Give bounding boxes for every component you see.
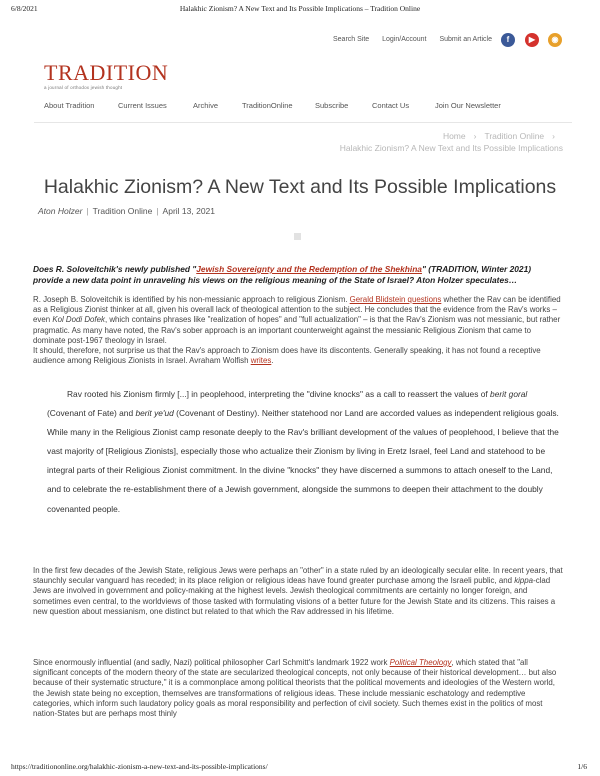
wolfish-writes-link[interactable]: writes (250, 356, 272, 366)
breadcrumb-current: Halakhic Zionism? A New Text and Its Possible Implications (339, 143, 563, 153)
breadcrumb-separator-icon: › (552, 131, 555, 141)
publish-date: April 13, 2021 (162, 206, 215, 216)
blidstein-questions-link[interactable]: Gerald Blidstein questions (349, 295, 442, 304)
nav-subscribe[interactable]: Subscribe (315, 101, 349, 110)
print-url: https://traditiononline.org/halakhic-zionism-a-new-text-and-its-possible-implications/ (11, 762, 268, 771)
print-header (0, 4, 600, 16)
article-title: Halakhic Zionism? A New Text and Its Possible Implications (43, 176, 557, 198)
block-quote: Rav rooted his Zionism firmly [...] in peoplehood, interpreting the "divine knocks" as a call to reassert the values of berit goral (Covenant of Fate) and berit ye'ud (Covenant of Destiny). Neither statehood nor Land are accorded values as independent religious goals. While many in the Religious Zionist camp resonate deeply to the Rav's brilliant development of the values of peoplehood, I believe that the vast majority of [Religious Zionists], especially those who actualize their Zionism by living in Eretz Israel, feel Land and statehood to be integral parts of their Religious Zionist commitment. In the divine "knocks" they have discerned a summons to attach oneself to the Land, and to celebrate the re-establishment there of a Jewish government, alongside the summons to deepen their attachment to the doubly covenanted people. (47, 389, 559, 514)
top-links (322, 36, 492, 43)
facebook-icon[interactable]: f (501, 33, 515, 47)
political-theology-link[interactable]: Political Theology (389, 658, 452, 667)
site-logo[interactable] (44, 60, 169, 92)
logo-wordmark: TRADITION (44, 60, 169, 85)
paragraph-1: R. Joseph B. Soloveitchik is identified by his non-messianic approach to religious Zionism. Gerald Blidstein questions whether the Rav can be identified as a Religious Zionist thinker at all, given his overall lack of theological attention to the subject. He concludes that the evidence from the Rav's works – even Kol Dodi Dofek, which contains phrases like "realization of hopes" and "full actualization" – is that the Rav's Zionism was not messianic, but rather pragmatic. As many have noted, the Rav's sober approach is an important counterweight against the messianic Religious Zionism that came to dominate post-1967 theology in Israel. (33, 295, 561, 345)
youtube-icon[interactable]: ▶ (525, 33, 539, 47)
logo-tagline: a journal of orthodox jewish thought (44, 85, 123, 90)
rss-icon[interactable]: ◉ (548, 33, 562, 47)
byline: Aton Holzer | Tradition Online | April 13, 2021 (38, 206, 215, 216)
breadcrumb (263, 130, 563, 154)
nav-divider (34, 122, 572, 123)
shekhina-article-link[interactable]: Jewish Sovereignty and the Redemption of the Shekhina (196, 264, 422, 274)
breadcrumb-separator-icon: › (473, 131, 477, 141)
login-account-link[interactable]: Login/Account (382, 36, 427, 43)
paragraph-2: It should, therefore, not surprise us that the Rav's approach to Zionism does have its discontents. Generally speaking, it has not found a receptive audience among Religious Zionists in Israel. Avraham Wolfish writes. (33, 346, 541, 366)
paragraph-3: In the first few decades of the Jewish State, religious Jews were perhaps an "other" in a state ruled by an ideologically secular elite. In recent years, that staunchly secular vanguard has receded; in its place religion or religious ideas have found greater purchase among the Israeli public, and kippa-clad Jews are involved in government and policy-making at the highest levels. Jewish theological commitments are certainly no longer foreign, and sometimes even central, to the worldviews of those tasked with formulating visions of a better future for the Jewish State and its citizens. This raises a new question about messianism, one distinct but related to that which the Rav addressed in his lifetime. (33, 566, 563, 616)
author-name[interactable]: Aton Holzer (38, 206, 83, 216)
search-site-link[interactable]: Search Site (333, 36, 370, 43)
breadcrumb-section[interactable]: Tradition Online (484, 131, 545, 141)
print-date: 6/8/2021 (11, 4, 38, 13)
paragraph-4: Since enormously influential (and sadly, Nazi) political philosopher Carl Schmitt's landmark 1922 work Political Theology, which stated that "all significant concepts of the modern theory of the state are secularized theological concepts, not only because of their historical development… but also because of their systematic structure," it is a commonplace among political theorists that the political movements and ideologies of the Western world, the Jewish state being no exception, themselves are transformations of religious ideas. These include messianic eschatology and redemptive categories, which inform such laudatory policy goals as moral responsibility and perfection of civil society. Such themes exist in the politics of most nation-States but are perhaps most thinly (33, 658, 557, 719)
nav-join-newsletter[interactable]: Join Our Newsletter (435, 101, 501, 110)
nav-archive[interactable]: Archive (193, 101, 219, 110)
submit-article-link[interactable]: Submit an Article (439, 36, 492, 43)
nav-current-issues[interactable]: Current Issues (118, 101, 167, 110)
image-placeholder (294, 233, 301, 240)
main-nav (44, 101, 564, 115)
nav-tradition-online[interactable]: TraditionOnline (242, 101, 293, 110)
nav-about-tradition[interactable]: About Tradition (44, 101, 95, 110)
page-number: 1/6 (577, 762, 587, 771)
article-intro: Does R. Soloveitchik's newly published "Jewish Sovereignty and the Redemption of the Shekhina" (TRADITION, Winter 2021) provide a new data point in unraveling his views on the religious meaning of the State of Israel? Aton Holzer speculates… (33, 264, 532, 285)
byline-section[interactable]: Tradition Online (92, 206, 153, 216)
breadcrumb-home[interactable]: Home (442, 131, 466, 141)
print-title: Halakhic Zionism? A New Text and Its Possible Implications – Tradition Online (179, 4, 421, 13)
nav-contact-us[interactable]: Contact Us (372, 101, 410, 110)
print-footer (0, 762, 600, 776)
